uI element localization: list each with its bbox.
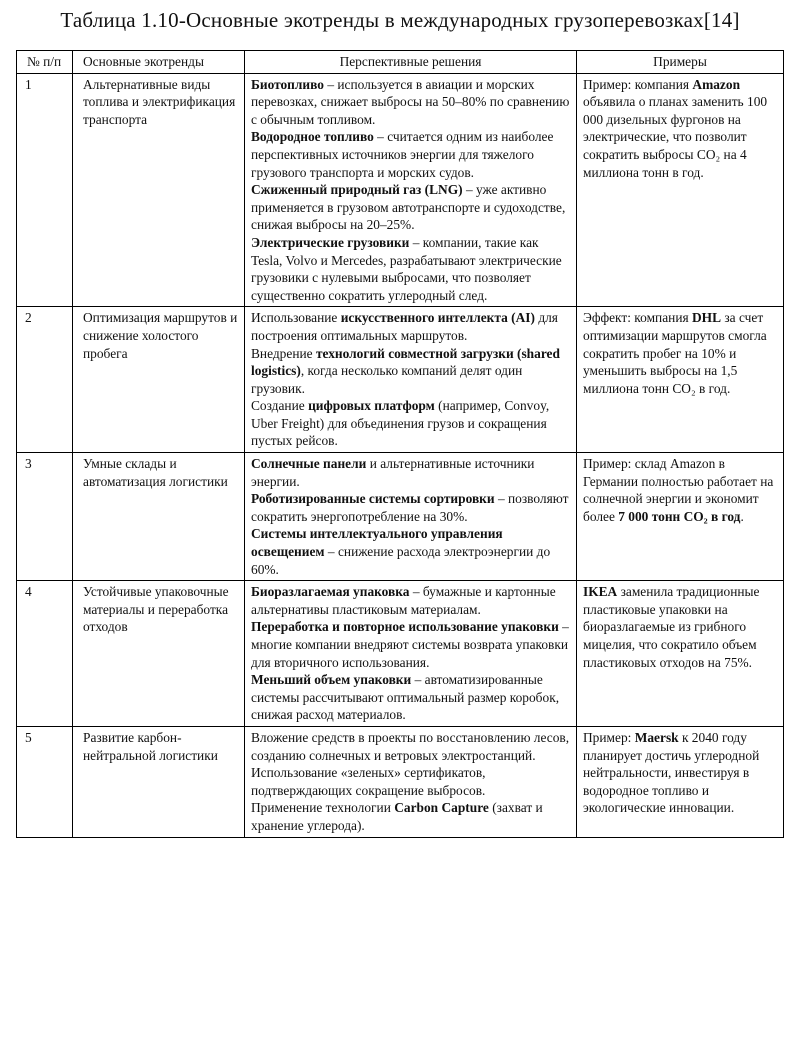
solution-term: Carbon Capture	[394, 800, 489, 816]
table-row	[17, 581, 784, 727]
solution-prefix: Использование «зеленых» сертификатов, подтверждающих сокращение выбросов.	[251, 765, 486, 798]
solution-item	[251, 455, 570, 490]
example-cell	[577, 581, 784, 727]
row-number: 2	[17, 307, 73, 453]
example-text: .	[740, 508, 744, 524]
ecotrend-name: Оптимизация маршрутов и снижение холостого пробега	[73, 307, 245, 453]
solution-prefix: Внедрение	[251, 345, 316, 361]
example-text: Пример:	[583, 729, 635, 745]
solution-item	[251, 234, 570, 304]
table-row	[17, 307, 784, 453]
solution-term: Солнечные панели	[251, 456, 367, 472]
solutions-cell	[245, 73, 577, 307]
solution-item	[251, 799, 570, 834]
example-cell	[577, 73, 784, 307]
example-cell	[577, 307, 784, 453]
solution-description: , когда несколько компаний делят один грузовик.	[251, 363, 523, 396]
table-body	[17, 73, 784, 837]
example-highlight: IKEA	[583, 584, 618, 600]
solution-description: – бумажные и картонные альтернативы пластиковым материалам.	[251, 584, 556, 617]
solution-prefix: Создание	[251, 398, 309, 414]
ecotrend-name: Устойчивые упаковочные материалы и переработка отходов	[73, 581, 245, 727]
row-number: 4	[17, 581, 73, 727]
solution-item	[251, 76, 570, 129]
example-text: Пример: компания	[583, 76, 693, 92]
example-highlight: 7 000 тонн CO₂ в год	[618, 508, 741, 524]
table-row	[17, 453, 784, 581]
solution-item	[251, 397, 570, 450]
solution-term: Биотопливо	[251, 76, 324, 92]
example-text: к 2040 году планирует достичь углеродной нейтральности, инвестируя в водородное топливо и экологические инновации.	[583, 729, 760, 816]
solution-term: Электрические грузовики	[251, 234, 410, 250]
solution-term: Переработка и повторное использование упаковки	[251, 619, 559, 635]
solution-term: искусственного интеллекта (AI)	[340, 310, 535, 326]
solutions-cell	[245, 726, 577, 837]
solution-term: Водородное топливо	[251, 129, 374, 145]
solution-description: – автоматизированные системы рассчитывают оптимальный размер коробок, снижая расход материалов.	[251, 672, 560, 723]
example-text: Пример: склад Amazon в Германии полностью работает на солнечной энергии и экономит более	[583, 456, 774, 524]
solution-prefix: Вложение средств в проекты по восстановлению лесов, созданию солнечных и ветровых электростанций.	[251, 729, 570, 763]
solution-description: – компании, такие как Tesla, Volvo и Mercedes, разрабатывают электрические грузовики с нулевыми выбросами, что позволяет существенно сократить углеродный след.	[251, 234, 562, 303]
example-highlight: DHL	[692, 310, 722, 326]
example-text: Эффект: компания	[583, 310, 692, 326]
solution-item	[251, 583, 570, 618]
table-row	[17, 726, 784, 837]
solution-term: Системы интеллектуального управления освещением	[251, 526, 503, 560]
solution-term: технологий совместной загрузки (shared logistics)	[251, 345, 560, 379]
example-text: за счет оптимизации маршрутов смогла сократить пробег на 10% и уменьшить выбросы на 1,5 миллиона тонн CO₂ в год.	[583, 310, 767, 396]
row-number: 5	[17, 726, 73, 837]
solution-item	[251, 764, 570, 799]
solutions-cell	[245, 581, 577, 727]
solution-description: и альтернативные источники энергии.	[251, 456, 535, 489]
example-highlight: Amazon	[692, 76, 741, 92]
example-text: заменила традиционные пластиковые упаковки на биоразлагаемые из грибного мицелия, что сократило объем пластиковых отходов на 75%.	[583, 584, 760, 670]
solution-term: Роботизированные системы сортировки	[251, 491, 495, 507]
example-text: объявила о планах заменить 100 000 дизельных фургонов на электрические, что позволит сократить выбросы CO₂ на 4 миллиона тонн в год.	[583, 94, 768, 180]
solution-item	[251, 729, 570, 764]
solution-item	[251, 345, 570, 398]
header-trend: Основные экотренды	[73, 51, 245, 74]
solutions-cell	[245, 307, 577, 453]
solution-description: – позволяют сократить энергопотребление на 30%.	[251, 491, 569, 524]
header-row	[17, 51, 784, 74]
solution-item	[251, 525, 570, 578]
solution-term: цифровых платформ	[308, 398, 435, 414]
table-caption: Таблица 1.10-Основные экотренды в международных грузоперевозках[14]	[60, 8, 740, 32]
ecotrend-name: Умные склады и автоматизация логистики	[73, 453, 245, 581]
solution-description: – считается одним из наиболее перспективных источников энергии для тяжелого грузового транспорта и морских судов.	[251, 129, 554, 180]
solutions-cell	[245, 453, 577, 581]
row-number: 1	[17, 73, 73, 307]
ecotrends-table	[16, 50, 784, 838]
solution-description: – снижение расхода электроэнергии до 60%.	[251, 544, 551, 577]
solution-item	[251, 618, 570, 671]
solution-description: (например, Convoy, Uber Freight) для объединения грузов и сокращения пустых рейсов.	[251, 398, 550, 449]
solution-item	[251, 671, 570, 724]
solution-item	[251, 309, 570, 344]
header-examples: Примеры	[577, 51, 784, 74]
solution-item	[251, 181, 570, 234]
ecotrend-name: Альтернативные виды топлива и электрификация транспорта	[73, 73, 245, 307]
example-cell	[577, 453, 784, 581]
ecotrend-name: Развитие карбон-нейтральной логистики	[73, 726, 245, 837]
solution-term: Сжиженный природный газ (LNG)	[251, 182, 463, 198]
table-row	[17, 73, 784, 307]
solution-item	[251, 490, 570, 525]
solution-prefix: Применение технологии	[251, 800, 395, 816]
solution-item	[251, 128, 570, 181]
solution-prefix: Использование	[251, 310, 341, 326]
solution-description: – уже активно применяется в грузовом автотранспорте и судоходстве, снижая выбросы на 20–25%.	[251, 182, 566, 233]
solution-term: Биоразлагаемая упаковка	[251, 584, 410, 600]
solution-description: для построения оптимальных маршрутов.	[251, 310, 558, 343]
row-number: 3	[17, 453, 73, 581]
header-num: № п/п	[17, 51, 73, 74]
header-solutions: Перспективные решения	[245, 51, 577, 74]
solution-description: – многие компании внедряют системы возврата упаковки для вторичного использования.	[251, 619, 569, 670]
example-highlight: Maersk	[634, 729, 679, 745]
solution-description: (захват и хранение углерода).	[251, 800, 543, 833]
solution-term: Меньший объем упаковки	[251, 672, 412, 688]
solution-description: – используется в авиации и морских перевозках, снижает выбросы на 50–80% по сравнению с обычным топливом.	[251, 76, 570, 127]
example-cell	[577, 726, 784, 837]
